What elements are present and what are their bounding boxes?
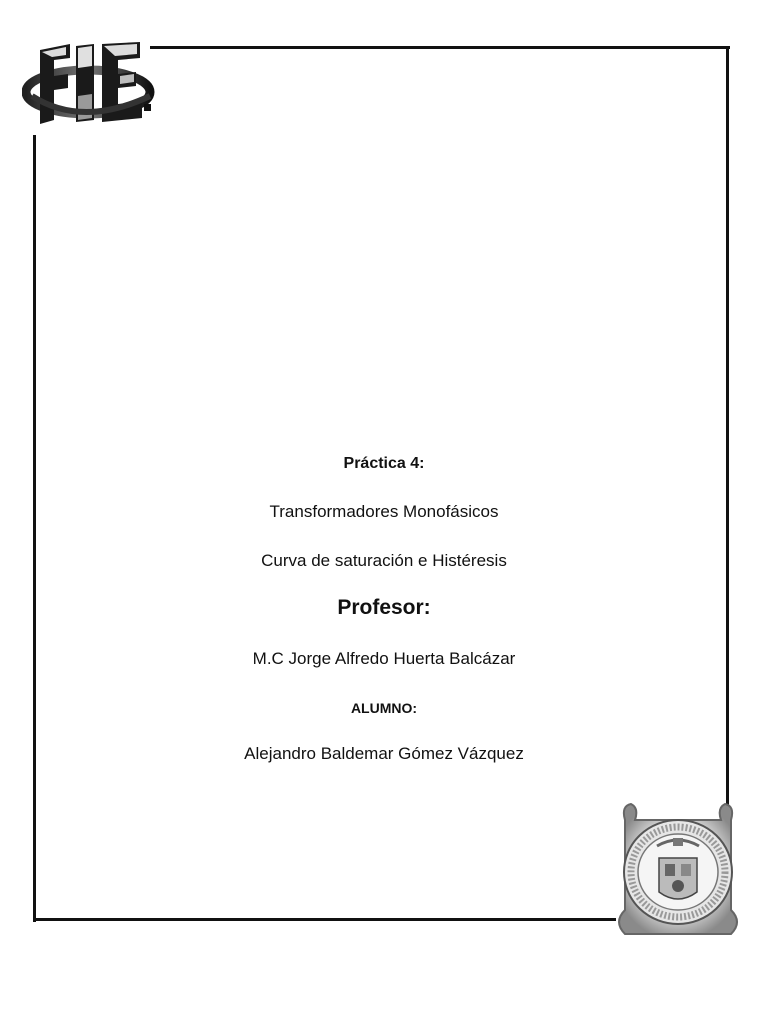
university-seal [607, 800, 749, 942]
professor-name: M.C Jorge Alfredo Huerta Balcázar [252, 649, 516, 668]
frame-left-border [33, 135, 36, 922]
frame-bottom-border [33, 918, 616, 921]
professor-label: Profesor: [337, 596, 431, 619]
practice-title-line-1: Transformadores Monofásicos [269, 502, 499, 521]
practice-title-line-2: Curva de saturación e Histéresis [261, 551, 507, 570]
practice-number: Práctica 4: [343, 455, 425, 472]
student-label: ALUMNO: [350, 700, 418, 716]
fie-logo [22, 36, 162, 136]
frame-top-border [150, 46, 730, 49]
student-name: Alejandro Baldemar Gómez Vázquez [244, 744, 524, 763]
